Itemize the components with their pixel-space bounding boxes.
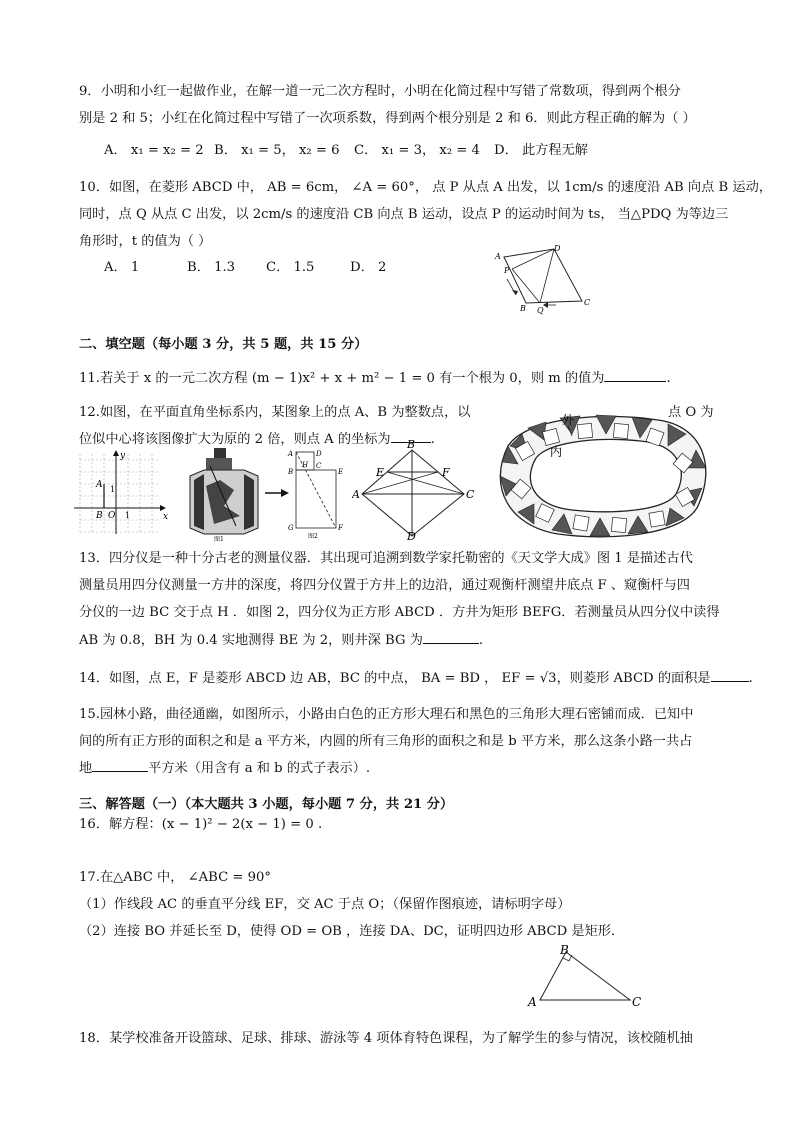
- q13-figure2-diagram: [286, 448, 356, 540]
- q10-option-a: A． 1: [104, 260, 140, 275]
- label-inner: 内: [550, 445, 563, 459]
- q9-option-d: D． 此方程无解: [494, 143, 588, 158]
- q15-line3: [79, 757, 370, 776]
- q12-line1-right: 点 O 为: [668, 405, 714, 420]
- q14-rhombus-figure: [352, 440, 480, 540]
- label-c: C: [466, 488, 475, 501]
- label-q: Q: [537, 306, 544, 315]
- q14-line: [79, 667, 753, 686]
- q9-line2: 别是 2 和 5；小红在化简过程中写错了一次项系数，得到两个根分别是 2 和 6．则此方程正确的解为（ ）: [79, 111, 696, 126]
- label-a: A: [528, 995, 537, 1009]
- q10-rhombus-figure: [490, 245, 600, 315]
- section2-title: 二、填空题（每小题 3 分，共 5 题，共 15 分）: [79, 337, 368, 352]
- q9-option-a: A． x₁ = x₂ = 2: [104, 143, 204, 158]
- q12-end: .: [430, 432, 435, 447]
- q12-coordinate-figure: [70, 448, 170, 536]
- label-c: C: [632, 995, 642, 1009]
- q11-answer-blank[interactable]: [604, 381, 666, 382]
- grid-lines: [80, 454, 160, 534]
- q9-option-c: C． x₁ = 3， x₂ = 4: [354, 143, 480, 158]
- q13-line4: [79, 629, 483, 648]
- label-o: O: [108, 511, 116, 521]
- label-y: y: [120, 451, 126, 461]
- label-b: B: [407, 440, 416, 451]
- q13-figure1-illustration: [184, 446, 264, 542]
- fig2-caption: 图2: [308, 533, 318, 540]
- label-a: A: [96, 480, 103, 490]
- q14-answer-blank[interactable]: [711, 681, 749, 682]
- q17-line2: （1）作线段 AC 的垂直平分线 EF，交 AC 于点 O；（保留作图痕迹，请标明字母）: [79, 897, 571, 912]
- label-outer: 外: [562, 413, 575, 427]
- q13-line1: 13．四分仪是一种十分古老的测量仪器．其出现可追溯到数学家托勒密的《天文学大成》图 1 是描述古代: [79, 551, 693, 566]
- label-g: G: [288, 524, 294, 532]
- q15-line1: 15.园林小路，曲径通幽，如图所示，小路由白色的正方形大理石和黑色的三角形大理石密铺而成．已知中: [79, 707, 694, 722]
- y-axis-arrow: [113, 450, 119, 456]
- q10-option-b: B． 1.3: [187, 260, 236, 275]
- segment-pq: [512, 269, 540, 303]
- well-wall-right: [244, 474, 254, 530]
- q13-line3: 分仪的一边 BC 交于点 H ．如图 2，四分仪为正方形 ABCD ．方井为矩形 BEFG．若测量员从四分仪中读得: [79, 605, 720, 620]
- section3-title: 三、解答题（一）（本大题共 3 小题，每小题 7 分，共 21 分）: [79, 797, 454, 812]
- q12-line1-left: 12.如图，在平面直角坐标系内，某图象上的点 A、B 为整数点，以: [79, 405, 471, 420]
- q10-line2: 同时，点 Q 从点 C 出发，以 2cm/s 的速度沿 CB 向点 B 运动，设点 P 的运动时间为 ts， 当△PDQ 为等边三: [79, 207, 729, 222]
- q15-line2: 间的所有正方形的面积之和是 a 平方米，内圆的所有三角形的面积之和是 b 平方米，那么这条小路一共占: [79, 734, 693, 749]
- label-f: F: [338, 524, 343, 532]
- label-h: H: [302, 461, 309, 469]
- q10-option-c: C． 1.5: [266, 260, 315, 275]
- q10-line1: 10．如图，在菱形 ABCD 中， AB = 6cm， ∠A = 60°， 点 P 从点 A 出发，以 1cm/s 的速度沿 AB 向点 B 运动，: [79, 180, 772, 195]
- q17-line1: 17.在△ABC 中， ∠ABC = 90°: [79, 870, 272, 885]
- label-b: B: [520, 304, 526, 313]
- q16-text: 16．解方程：(x − 1)² − 2(x − 1) = 0 .: [79, 817, 323, 832]
- q13-line2: 测量员用四分仪测量一方井的深度，将四分仪置于方井上的边沿，通过观衡杆测望井底点 F 、窥衡杆与四: [79, 578, 690, 593]
- q15-garden-path-figure: [488, 406, 718, 546]
- label-b: B: [288, 468, 294, 476]
- label-f: F: [442, 466, 450, 479]
- label-a: A: [288, 450, 294, 458]
- label-a: A: [352, 488, 360, 501]
- q13-line4-text: AB 为 0.8，BH 为 0.4 实地测得 BE 为 2，则井深 BG 为: [79, 633, 423, 648]
- q9-line1: 9．小明和小红一起做作业，在解一道一元二次方程时，小明在化简过程中写错了常数项，得到两个根分: [79, 84, 681, 99]
- label-x: x: [163, 512, 169, 522]
- label-b: B: [96, 511, 103, 521]
- label-c: C: [584, 298, 591, 307]
- q13-answer-blank[interactable]: [423, 643, 479, 644]
- observer-head-icon: [214, 448, 226, 458]
- q17-line3: （2）连接 BO 并延长至 D，使得 OD = OB ，连接 DA、DC，证明四边形 ABCD 是矩形．: [79, 924, 625, 939]
- rhombus-abcd: [362, 450, 464, 536]
- label-d: D: [554, 245, 561, 253]
- q17-triangle-figure: [526, 944, 646, 1010]
- q15-line3-left: 地: [79, 761, 93, 776]
- label-one-x: 1: [125, 511, 131, 520]
- label-c: C: [316, 462, 322, 470]
- q10-option-d: D． 2: [350, 260, 387, 275]
- label-d: D: [407, 530, 416, 540]
- q11-end: .: [666, 371, 671, 386]
- arrowhead-p: [512, 290, 518, 295]
- label-d: D: [316, 450, 322, 458]
- q9-option-b: B． x₁ = 5， x₂ = 6: [214, 143, 340, 158]
- q13-end: .: [478, 633, 484, 648]
- label-p: P: [504, 266, 510, 275]
- q18-text: 18．某学校准备开设篮球、足球、排球、游泳等 4 项体育特色课程，为了解学生的参与情况，该校随机抽: [79, 1031, 693, 1046]
- q14-end: .: [748, 671, 753, 686]
- label-one-y: 1: [110, 485, 116, 494]
- label-e: E: [376, 466, 385, 479]
- arrowhead-q: [543, 302, 548, 308]
- label-e: E: [338, 468, 344, 476]
- label-a: A: [495, 252, 501, 261]
- rectangle-befg: [296, 470, 336, 528]
- q10-line3: 角形时，t 的值为（ ）: [79, 234, 212, 249]
- q12-line2-text: 位似中心将该图像扩大为原的 2 倍，则点 A 的坐标为: [79, 432, 391, 447]
- q15-line3-right: 平方米（用含有 a 和 b 的式子表示）.: [148, 761, 371, 776]
- well-wall-left: [194, 474, 204, 530]
- label-b: B: [560, 944, 569, 957]
- q11-line: [79, 367, 671, 386]
- q14-text: 14．如图，点 E，F 是菱形 ABCD 边 AB，BC 的中点， BA = BD ， EF = √3，则菱形 ABCD 的面积是: [79, 671, 711, 686]
- q15-answer-blank[interactable]: [92, 771, 148, 772]
- q11-text: 11.若关于 x 的一元二次方程 (m − 1)x² + x + m² − 1 = 0 有一个根为 0，则 m 的值为: [79, 371, 605, 386]
- segment-qd: [540, 249, 554, 303]
- fig1-caption: 图1: [214, 536, 224, 542]
- x-axis-arrow: [160, 505, 166, 511]
- triangle-abc: [540, 952, 630, 1000]
